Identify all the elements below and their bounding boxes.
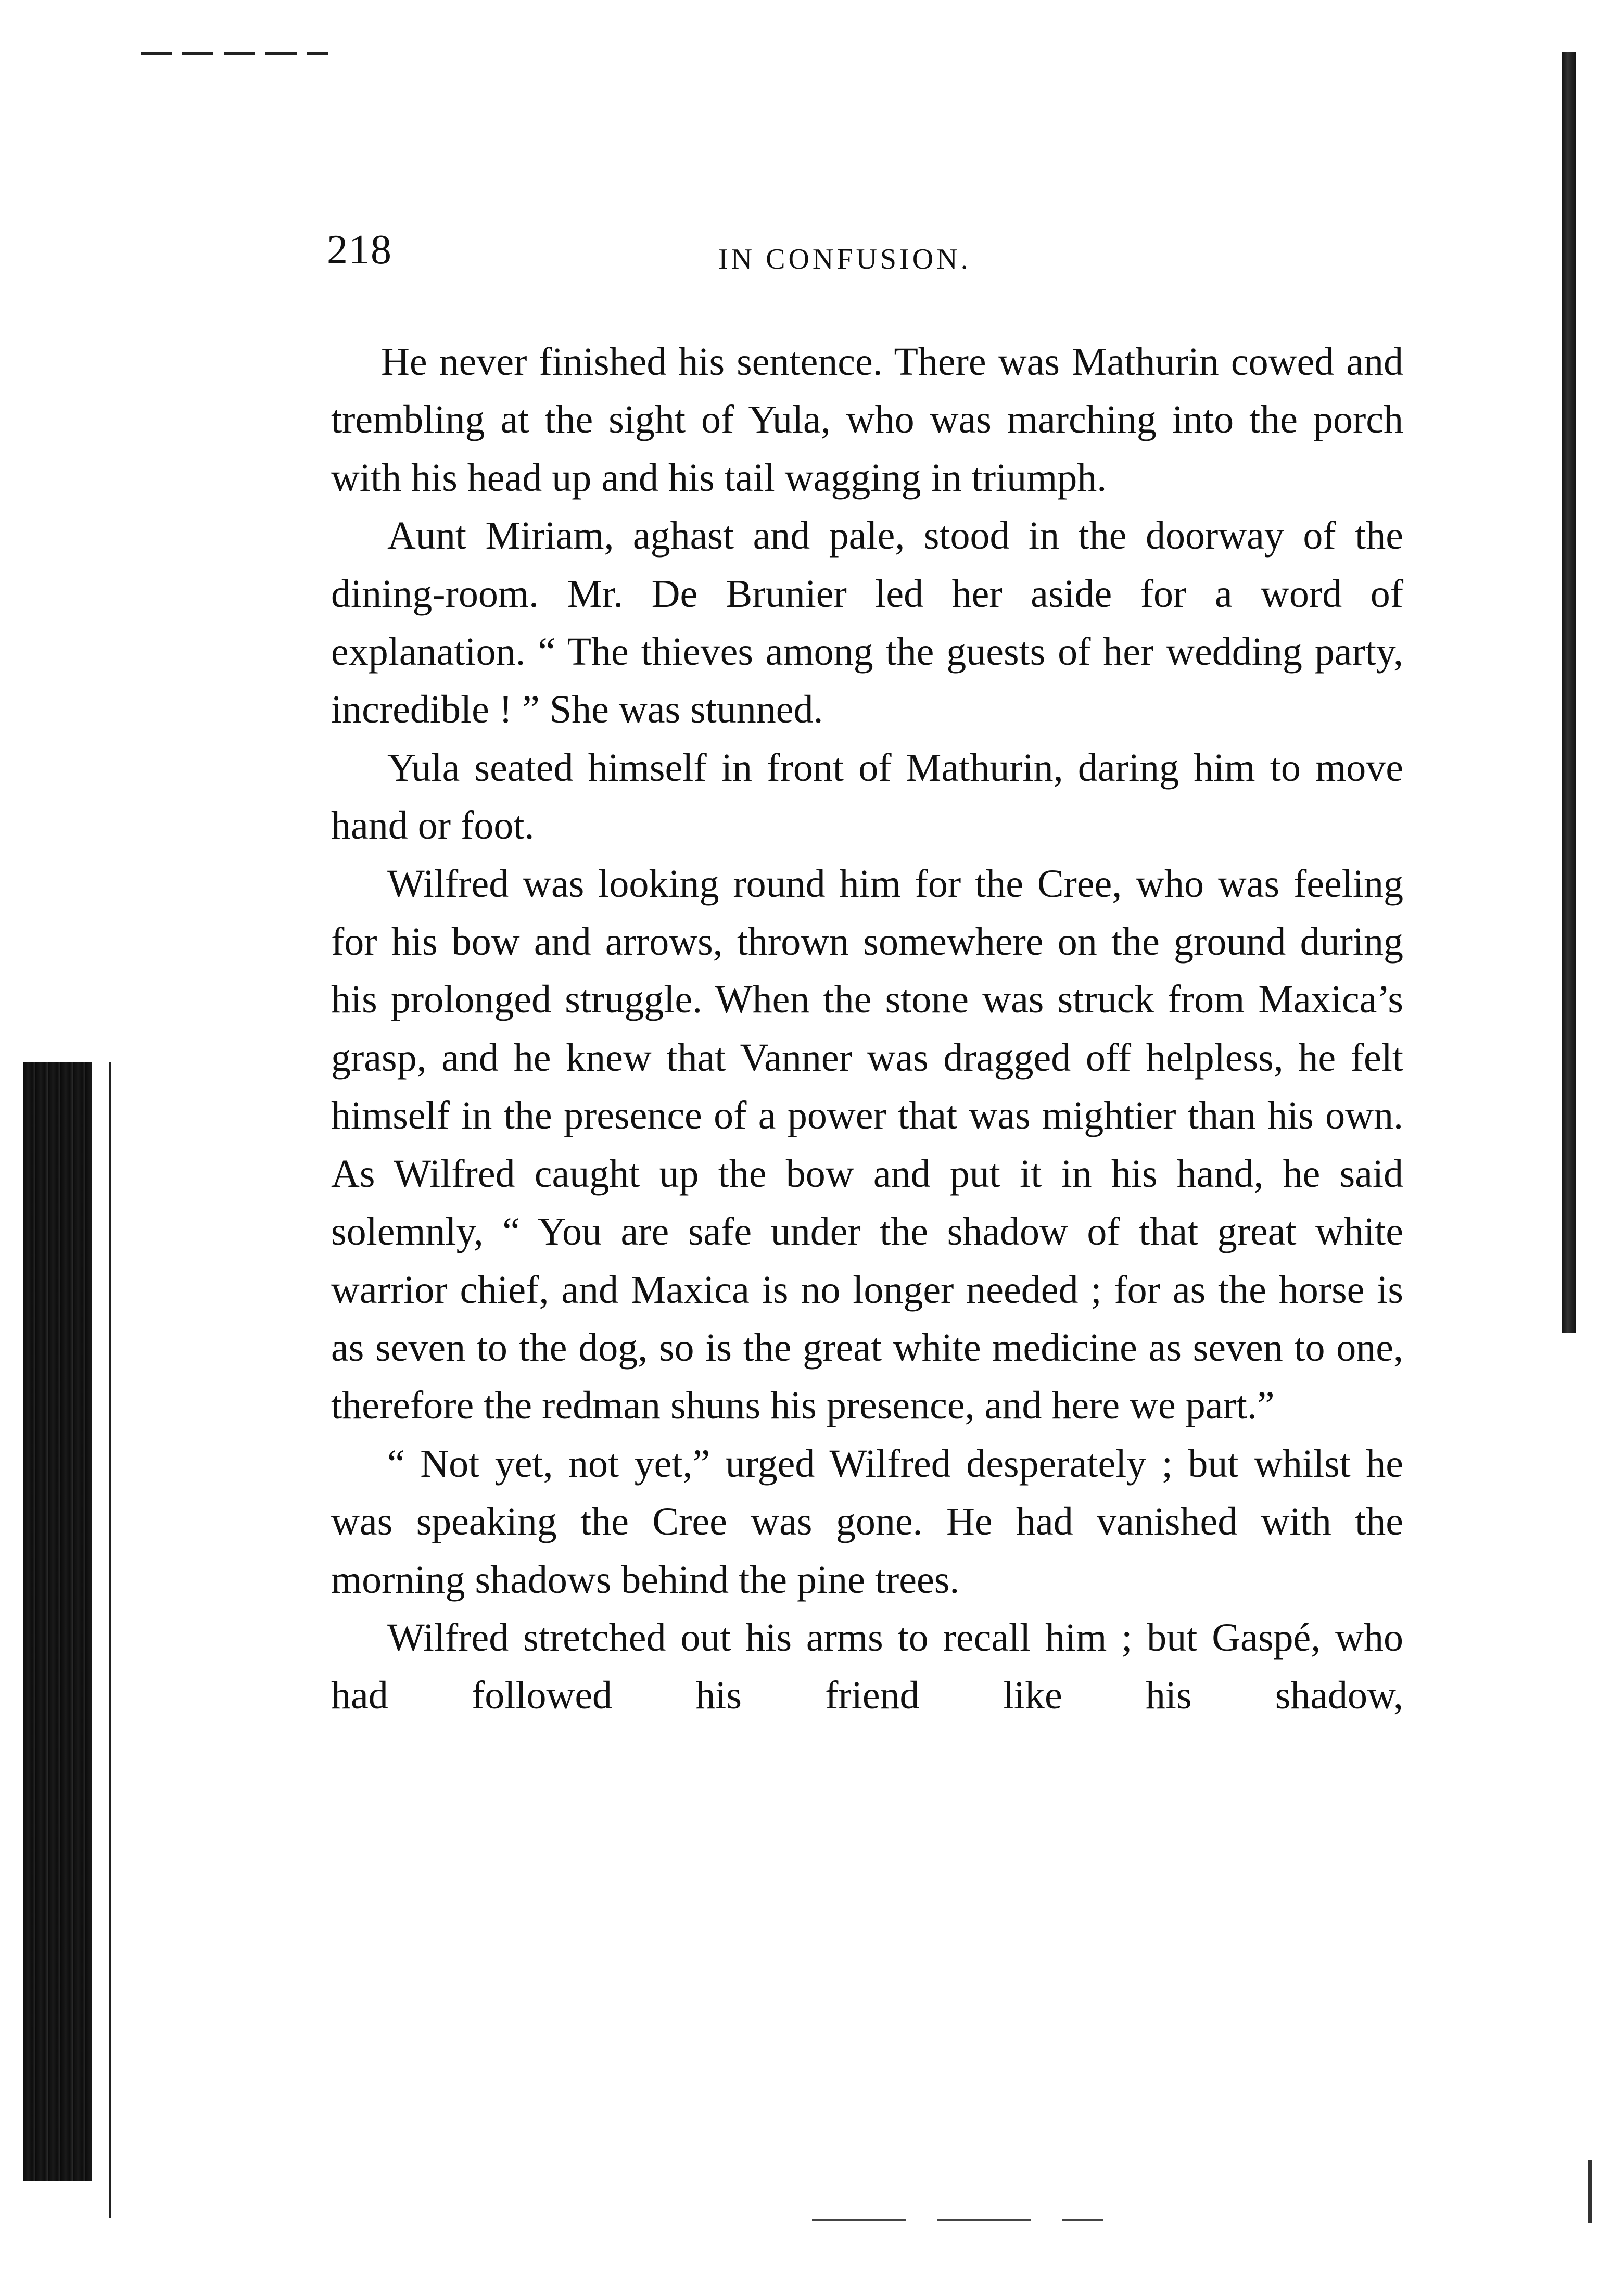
paragraph: Yula seated himself in front of Mathurin, daring him to move hand or foot. [331,745,1403,848]
scan-artifact-top-dash [141,52,328,55]
paragraph: Wilfred was looking round him for the Cree, who was feeling for his bow and arrows, thrown somewhere on the ground during his prolonged struggle. When the stone was struck from Maxica’s grasp, and he knew that Vanner was dragged off helpless, he felt himself in the presence of a power that was mightier than his own. As Wilfred caught up the bow and put it in his hand, he said solemnly, “ You are safe under the shadow of that great white warrior chief, and Maxica is no longer needed ; for as the horse is as seven to the dog, so is the great white medicine as seven to one, therefore the redman shuns his presence, and here we part.” [331,862,1403,1428]
page-number: 218 [327,227,392,273]
scan-artifact-right-edge [1562,52,1576,1333]
body-text [331,333,1403,1725]
paragraph: Aunt Miriam, aghast and pale, stood in the doorway of the dining-room. Mr. De Brunier led her aside for a word of explanation. “ The thieves among the guests of her wedding party, incredible ! ” She was stunned. [331,514,1403,732]
scan-artifact-left-line [109,1062,111,2218]
scan-artifact-bottom-dash [812,2219,1103,2221]
scan-artifact-left-bar [23,1062,92,2181]
paragraph: “ Not yet, not yet,” urged Wilfred desperately ; but whilst he was speaking the Cree was gone. He had vanished with the morning shadows behind the pine trees. [331,1441,1403,1602]
paragraph: He never finished his sentence. There was Mathurin cowed and trembling at the sight of Yula, who was marching into the porch with his head up and his tail wagging in triumph. [331,340,1403,500]
running-head: IN CONFUSION. [718,243,971,275]
paragraph: Wilfred stretched out his arms to recall him ; but Gaspé, who had followed his friend like his shadow, [331,1615,1403,1718]
scan-artifact-right-edge-lower [1588,2160,1592,2223]
